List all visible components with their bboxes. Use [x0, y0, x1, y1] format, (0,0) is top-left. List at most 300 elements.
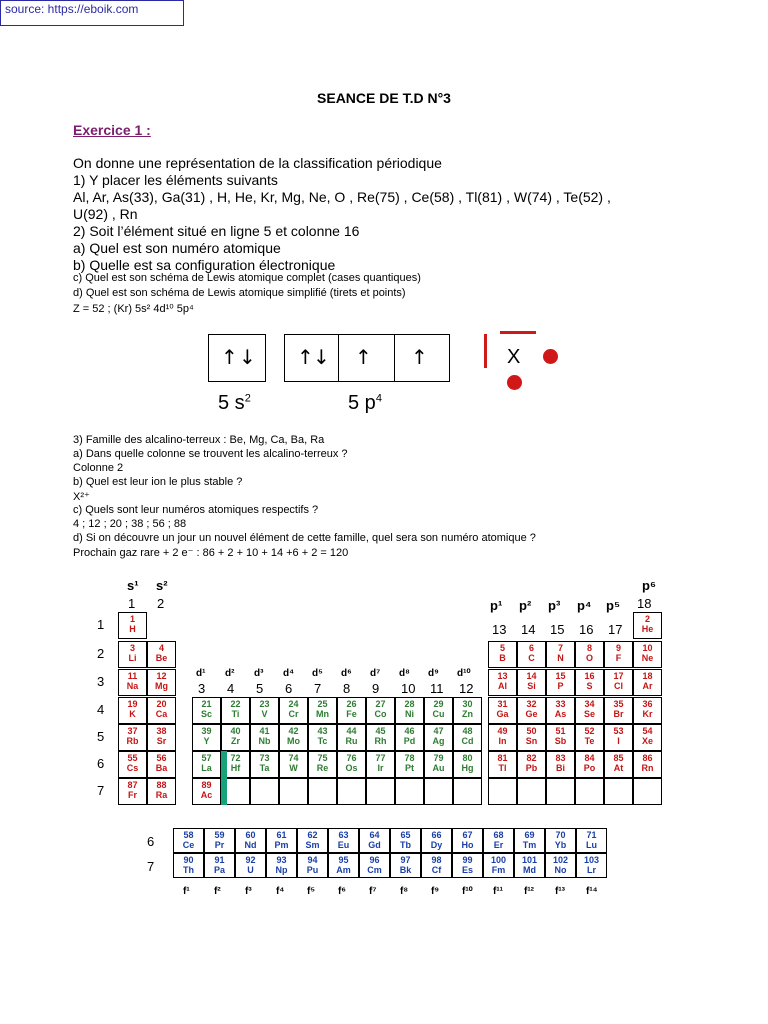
atomic-number: 24	[288, 699, 299, 709]
text-line: 4 ; 12 ; 20 ; 38 ; 56 ; 88	[73, 518, 187, 530]
atomic-number: 12	[156, 671, 167, 681]
atomic-number: 54	[642, 726, 653, 736]
element-symbol: Rh	[374, 736, 387, 746]
p-block-cell	[575, 641, 604, 668]
s-block-cell	[118, 778, 147, 805]
f-header: f⁹	[431, 886, 440, 897]
f-block-cell	[514, 853, 545, 878]
f-block-cell	[545, 853, 576, 878]
atomic-number: 15	[555, 671, 566, 681]
atomic-number: 81	[497, 753, 508, 763]
atomic-number: 11	[127, 671, 138, 681]
atomic-number: 40	[230, 726, 241, 736]
d-block-cell	[424, 778, 453, 805]
f-block-cell	[421, 853, 452, 878]
p-block-cell	[604, 697, 633, 724]
f-block-cell	[235, 853, 266, 878]
atomic-number: 43	[317, 726, 328, 736]
column-number: 2	[157, 596, 165, 611]
element-symbol: Si	[527, 681, 536, 691]
f-block-cell	[576, 853, 607, 878]
element-symbol: Hf	[230, 763, 241, 773]
element-symbol: Hg	[461, 763, 474, 773]
f-block-cell	[359, 828, 390, 853]
f-block-cell	[390, 828, 421, 853]
f-block-cell	[421, 828, 452, 853]
text-line: b) Quel est leur ion le plus stable ?	[73, 476, 243, 488]
element-symbol: P	[557, 681, 564, 691]
down-arrow-icon: ↓	[239, 345, 256, 369]
d-block-cell	[424, 724, 453, 751]
element-symbol: Pt	[405, 763, 414, 773]
element-symbol: Te	[584, 736, 595, 746]
up-arrow-icon: ↑	[221, 345, 238, 369]
element-symbol: Fe	[346, 709, 357, 719]
s-block-cell	[118, 724, 147, 751]
element-symbol: Ac	[200, 790, 213, 800]
element-symbol: Br	[613, 709, 624, 719]
d-block-cell	[337, 778, 366, 805]
element-symbol: Cf	[431, 865, 442, 875]
row-number: 3	[97, 674, 105, 689]
f-block-cell	[576, 828, 607, 853]
column-number: 12	[459, 681, 474, 696]
atomic-number: 39	[201, 726, 212, 736]
atomic-number: 63	[338, 830, 349, 840]
atomic-number: 99	[462, 855, 473, 865]
element-symbol: Eu	[337, 840, 350, 850]
element-symbol: Y	[203, 736, 210, 746]
atomic-number: 77	[375, 753, 386, 763]
element-symbol: Pd	[403, 736, 416, 746]
atomic-number: 100	[490, 855, 507, 865]
element-symbol: Ne	[641, 653, 654, 663]
row-number: 2	[97, 646, 105, 661]
element-symbol: Mo	[287, 736, 300, 746]
atomic-number: 7	[557, 643, 563, 653]
d-block-cell	[453, 724, 482, 751]
f-block-cell	[204, 828, 235, 853]
p-block-cell	[488, 669, 517, 696]
p-block-cell	[546, 669, 575, 696]
d-block-cell	[279, 724, 308, 751]
atomic-number: 28	[404, 699, 415, 709]
f-block-cell	[452, 828, 483, 853]
f-header: f⁴	[276, 886, 285, 897]
text-line: X²⁺	[73, 491, 90, 503]
element-symbol: Li	[128, 653, 137, 663]
orbital-5s-box	[208, 334, 266, 382]
element-symbol: Sc	[200, 709, 212, 719]
atomic-number: 84	[584, 753, 595, 763]
element-symbol: Ce	[182, 840, 195, 850]
atomic-number: 61	[276, 830, 287, 840]
atomic-number: 31	[497, 699, 508, 709]
p-header: p²	[519, 598, 532, 613]
atomic-number: 60	[245, 830, 256, 840]
element-symbol: Pm	[274, 840, 289, 850]
orbital-cell	[285, 335, 339, 381]
source-label: source: https://eboik.com	[0, 0, 184, 26]
atomic-number: 65	[400, 830, 411, 840]
p-block-cell	[633, 612, 662, 639]
d-block-cell	[453, 778, 482, 805]
element-symbol: Po	[583, 763, 596, 773]
column-number: 14	[521, 622, 536, 637]
element-symbol: Sm	[305, 840, 320, 850]
d-block-cell	[395, 778, 424, 805]
atomic-number: 1	[129, 614, 135, 624]
element-symbol: Cu	[432, 709, 445, 719]
d-block-cell	[337, 697, 366, 724]
column-number: 7	[314, 681, 322, 696]
atomic-number: 51	[555, 726, 566, 736]
atomic-number: 37	[127, 726, 138, 736]
d-block-cell	[250, 778, 279, 805]
column-number: 6	[285, 681, 293, 696]
f-block-cell	[297, 853, 328, 878]
element-symbol: Pr	[214, 840, 225, 850]
p-block-cell	[604, 751, 633, 778]
atomic-number: 94	[307, 855, 318, 865]
p-block-cell	[575, 724, 604, 751]
text-line: Al, Ar, As(33), Ga(31) , H, He, Kr, Mg, Ne, O , Re(75) , Ce(58) , Tl(81) , W(74) , Te(52) ,	[73, 189, 611, 205]
atomic-number: 45	[375, 726, 386, 736]
element-symbol: Bi	[556, 763, 565, 773]
element-symbol: Al	[498, 681, 507, 691]
f-block-cell	[266, 853, 297, 878]
atomic-number: 10	[642, 643, 653, 653]
d-block-cell	[337, 724, 366, 751]
atomic-number: 90	[183, 855, 194, 865]
text-line: c) Quel est son schéma de Lewis atomique complet (cases quantiques)	[73, 272, 421, 284]
d-block-cell	[221, 724, 250, 751]
f-block-cell	[483, 828, 514, 853]
s-header: s¹	[127, 578, 139, 593]
element-symbol: Zr	[231, 736, 240, 746]
element-symbol: Ho	[461, 840, 474, 850]
d-block-cell	[192, 751, 221, 778]
d-block-cell	[366, 724, 395, 751]
row-number: 7	[147, 859, 155, 874]
d-block-cell	[366, 778, 395, 805]
text-line: a) Quel est son numéro atomique	[73, 240, 281, 256]
element-symbol: Cr	[288, 709, 299, 719]
column-number: 4	[227, 681, 235, 696]
atomic-number: 3	[129, 643, 135, 653]
element-symbol: O	[585, 653, 593, 663]
orbital-5p-label: 5 $p^4$	[348, 392, 382, 414]
atomic-number: 87	[127, 780, 138, 790]
element-symbol: In	[498, 736, 507, 746]
element-symbol: U	[247, 865, 254, 875]
column-number: 8	[343, 681, 351, 696]
p-block-cell	[546, 697, 575, 724]
f-block-cell	[390, 853, 421, 878]
s-header: s²	[156, 578, 168, 593]
s-block-cell	[118, 751, 147, 778]
atomic-number: 79	[433, 753, 444, 763]
d-block-cell	[279, 751, 308, 778]
element-symbol: Lu	[586, 840, 597, 850]
f-header: f¹¹	[493, 886, 503, 897]
d-block-cell	[192, 724, 221, 751]
element-symbol: C	[528, 653, 535, 663]
f-block-cell	[173, 853, 204, 878]
atomic-number: 35	[613, 699, 624, 709]
orbital-5s-label: 5 $s^2$	[218, 392, 251, 414]
p-block-cell	[604, 778, 633, 805]
atomic-number: 72	[230, 753, 241, 763]
d-header: d⁴	[283, 668, 295, 679]
p-block-cell	[633, 751, 662, 778]
atomic-number: 13	[497, 671, 508, 681]
f-block-cell	[328, 853, 359, 878]
f-block-cell	[235, 828, 266, 853]
p-block-cell	[517, 751, 546, 778]
p-block-cell	[488, 751, 517, 778]
element-symbol: Ga	[496, 709, 509, 719]
element-symbol: Sn	[525, 736, 538, 746]
atomic-number: 80	[462, 753, 473, 763]
atomic-number: 67	[462, 830, 473, 840]
element-symbol: Au	[432, 763, 445, 773]
p-header: p¹	[490, 598, 503, 613]
lewis-left-bar	[484, 334, 487, 368]
page-title: SEANCE DE T.D N°3	[317, 90, 451, 106]
s-block-cell	[147, 669, 176, 696]
element-symbol: Ca	[155, 709, 168, 719]
f-header: f¹³	[555, 886, 565, 897]
atomic-number: 23	[259, 699, 270, 709]
p-block-cell	[517, 697, 546, 724]
p-block-cell	[575, 778, 604, 805]
f-header: f⁷	[369, 886, 377, 897]
atomic-number: 103	[583, 855, 600, 865]
atomic-number: 41	[259, 726, 270, 736]
f-block-cell	[545, 828, 576, 853]
p-block-cell	[488, 778, 517, 805]
element-symbol: Zn	[462, 709, 473, 719]
d-block-cell	[453, 697, 482, 724]
element-symbol: V	[261, 709, 268, 719]
p-block-cell	[604, 641, 633, 668]
atomic-number: 68	[493, 830, 504, 840]
s-block-cell	[147, 641, 176, 668]
row-number: 6	[147, 834, 155, 849]
d-block-cell	[221, 697, 250, 724]
element-symbol: Pb	[525, 763, 538, 773]
atomic-number: 17	[613, 671, 624, 681]
atomic-number: 86	[642, 753, 653, 763]
atomic-number: 62	[307, 830, 318, 840]
element-symbol: Tl	[498, 763, 507, 773]
column-number: 9	[372, 681, 380, 696]
s-block-cell	[147, 724, 176, 751]
config-line: Z = 52 ; (Kr) 5s² 4d¹⁰ 5p⁴	[73, 303, 194, 315]
atomic-number: 73	[259, 753, 270, 763]
atomic-number: 50	[526, 726, 537, 736]
element-symbol: Pa	[213, 865, 225, 875]
row-number: 1	[97, 617, 105, 632]
element-symbol: Sb	[554, 736, 567, 746]
lanthanide-marker	[221, 751, 227, 805]
text-line: On donne une représentation de la classification périodique	[73, 155, 442, 171]
atomic-number: 92	[245, 855, 256, 865]
element-symbol: H	[129, 624, 136, 634]
orbital-cell	[339, 335, 395, 381]
atomic-number: 4	[158, 643, 164, 653]
atomic-number: 82	[526, 753, 537, 763]
p-block-cell	[575, 669, 604, 696]
atomic-number: 102	[552, 855, 569, 865]
row-number: 4	[97, 702, 105, 717]
f-block-cell	[514, 828, 545, 853]
s-block-cell	[118, 669, 147, 696]
s-block-cell	[147, 751, 176, 778]
p-block-cell	[546, 724, 575, 751]
element-symbol: He	[641, 624, 654, 634]
element-symbol: No	[554, 865, 567, 875]
atomic-number: 48	[462, 726, 473, 736]
d-block-cell	[250, 697, 279, 724]
p-block-cell	[633, 724, 662, 751]
d-header: d⁵	[312, 668, 323, 679]
element-symbol: Ta	[259, 763, 270, 773]
d-block-cell	[424, 697, 453, 724]
element-symbol: Bk	[399, 865, 412, 875]
atomic-number: 91	[214, 855, 225, 865]
element-symbol: Ru	[345, 736, 358, 746]
atomic-number: 76	[346, 753, 357, 763]
atomic-number: 53	[613, 726, 624, 736]
f-header: f¹⁰	[462, 886, 473, 897]
atomic-number: 57	[201, 753, 212, 763]
atomic-number: 29	[433, 699, 444, 709]
d-block-cell	[366, 751, 395, 778]
row-number: 6	[97, 756, 105, 771]
p-header: p⁵	[606, 598, 621, 613]
atomic-number: 21	[201, 699, 212, 709]
element-symbol: Nd	[244, 840, 257, 850]
element-symbol: Ni	[405, 709, 414, 719]
atomic-number: 78	[404, 753, 415, 763]
text-line: c) Quels sont leur numéros atomiques respectifs ?	[73, 504, 319, 516]
d-block-cell	[308, 697, 337, 724]
lewis-symbol: X	[507, 346, 521, 368]
atomic-number: 18	[642, 671, 653, 681]
column-number: 13	[492, 622, 507, 637]
atomic-number: 47	[433, 726, 444, 736]
atomic-number: 95	[338, 855, 349, 865]
element-symbol: Ag	[432, 736, 445, 746]
column-number: 5	[256, 681, 264, 696]
element-symbol: At	[613, 763, 624, 773]
p-header: p³	[548, 598, 561, 613]
p-block-cell	[488, 697, 517, 724]
element-symbol: Ti	[231, 709, 240, 719]
p-block-cell	[633, 669, 662, 696]
element-symbol: Np	[275, 865, 288, 875]
d-header: d⁶	[341, 668, 352, 679]
element-symbol: Dy	[430, 840, 443, 850]
f-header: f¹⁴	[586, 886, 598, 897]
p-block-cell	[633, 641, 662, 668]
p-block-cell	[546, 778, 575, 805]
s-block-cell	[118, 697, 147, 724]
element-symbol: Es	[461, 865, 473, 875]
f-header: f⁵	[307, 886, 316, 897]
atomic-number: 52	[584, 726, 595, 736]
element-symbol: Th	[183, 865, 194, 875]
element-symbol: Co	[374, 709, 387, 719]
d-block-cell	[395, 751, 424, 778]
atomic-number: 85	[613, 753, 624, 763]
atomic-number: 70	[555, 830, 566, 840]
element-symbol: N	[557, 653, 564, 663]
element-symbol: S	[586, 681, 593, 691]
column-number: 1	[128, 596, 136, 611]
element-symbol: Mn	[316, 709, 329, 719]
p-block-cell	[633, 697, 662, 724]
atomic-number: 58	[183, 830, 194, 840]
d-header: d⁹	[428, 668, 439, 679]
d-block-cell	[424, 751, 453, 778]
p-block-cell	[546, 751, 575, 778]
p-header: p⁶	[642, 578, 656, 593]
atomic-number: 14	[526, 671, 537, 681]
f-block-cell	[452, 853, 483, 878]
p-block-cell	[517, 778, 546, 805]
f-block-cell	[297, 828, 328, 853]
text-line: U(92) , Rn	[73, 206, 138, 222]
atomic-number: 49	[497, 726, 508, 736]
text-line: d) Si on découvre un jour un nouvel élément de cette famille, quel sera son numéro atomique ?	[73, 532, 536, 544]
element-symbol: Sr	[156, 736, 167, 746]
f-block-cell	[173, 828, 204, 853]
atomic-number: 26	[346, 699, 357, 709]
p-block-cell	[517, 641, 546, 668]
row-number: 7	[97, 783, 105, 798]
d-block-cell	[395, 724, 424, 751]
column-number: 17	[608, 622, 623, 637]
lewis-dot	[507, 375, 522, 390]
d-block-cell	[250, 751, 279, 778]
atomic-number: 93	[276, 855, 287, 865]
element-symbol: Pu	[306, 865, 319, 875]
element-symbol: Ba	[155, 763, 168, 773]
d-header: d²	[225, 668, 235, 679]
element-symbol: Tm	[522, 840, 537, 850]
d-header: d¹	[196, 668, 206, 679]
text-line: 2) Soit l’élément situé en ligne 5 et colonne 16	[73, 223, 360, 239]
text-line: 3) Famille des alcalino-terreux : Be, Mg, Ca, Ba, Ra	[73, 434, 325, 446]
f-block-cell	[483, 853, 514, 878]
text-line: Prochain gaz rare + 2 e⁻ : 86 + 2 + 10 + 14 +6 + 2 = 120	[73, 547, 349, 559]
down-arrow-icon: ↓	[313, 345, 330, 369]
atomic-number: 88	[156, 780, 167, 790]
element-symbol: I	[617, 736, 620, 746]
element-symbol: Gd	[368, 840, 381, 850]
d-block-cell	[192, 697, 221, 724]
element-symbol: Md	[523, 865, 536, 875]
d-block-cell	[250, 724, 279, 751]
column-number: 11	[430, 681, 444, 696]
element-symbol: Cm	[367, 865, 382, 875]
atomic-number: 46	[404, 726, 415, 736]
p-block-cell	[575, 697, 604, 724]
atomic-number: 83	[555, 753, 566, 763]
